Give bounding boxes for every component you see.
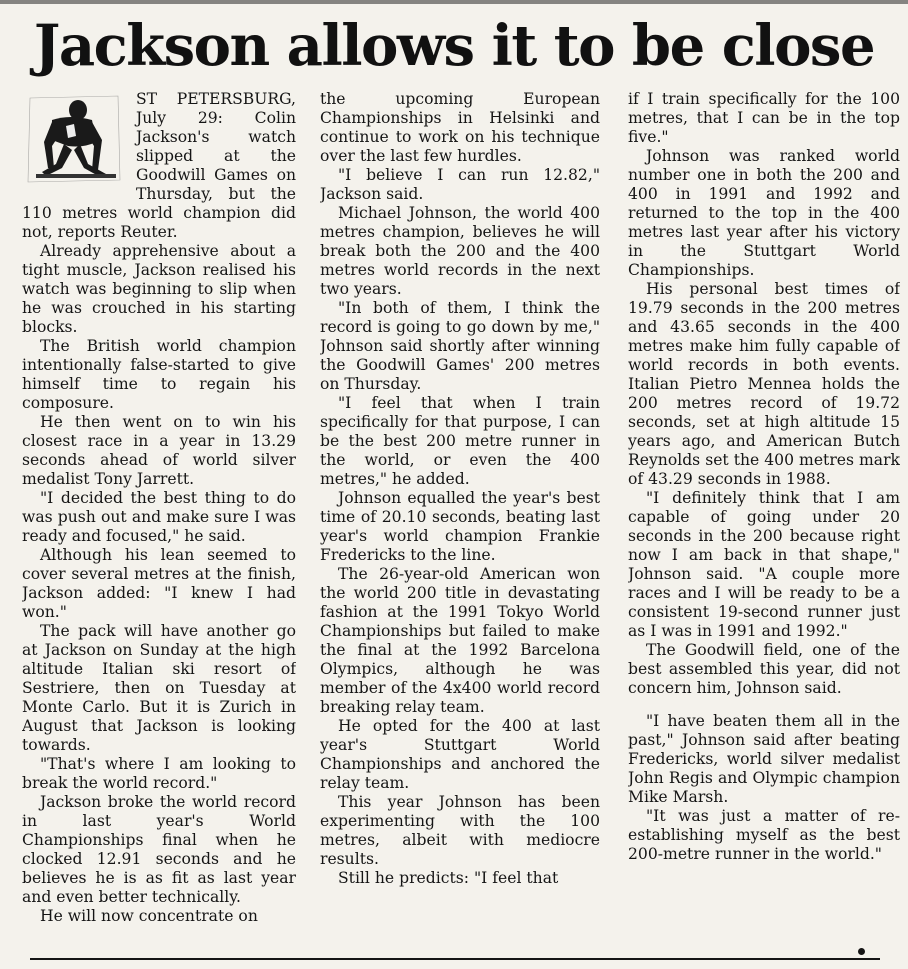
top-rule [0,0,908,4]
paragraph: The British world champion intentionally false-started to give himself time to regain his composure. [22,337,296,412]
paragraph: ST PETERSBURG, July 29: Colin Jackson's watch slipped at the Goodwill Games on Thursday, but the 110 metres world champion did not, reports Reuter. [22,90,296,241]
sprinter-silhouette-icon [22,90,126,186]
paragraph: The 26-year-old American won the world 200 title in devastating fashion at the 1991 Tokyo World Championships but failed to make the final at the 1992 Barcelona Olympics, although he was member of the 4x400 world record breaking relay team. [320,565,600,716]
paragraph: He then went on to win his closest race in a year in 13.29 seconds ahead of world silver medalist Tony Jarrett. [22,413,296,488]
paragraph: Michael Johnson, the world 400 metres champion, believes he will break both the 200 and the 400 metres world records in the next two years. [320,204,600,298]
end-mark [858,948,865,955]
paragraph: He will now concentrate on [40,907,258,925]
paragraph: "I have beaten them all in the past," Johnson said after beating Fredericks, world silver medalist John Regis and Olympic champion Mike Marsh. [628,712,900,806]
paragraph: the upcoming European Championships in Helsinki and continue to work on his technique over the last few hurdles. [320,90,600,165]
paragraph: "That's where I am looking to break the world record." [22,755,296,792]
paragraph: Johnson was ranked world number one in both the 200 and 400 in 1991 and 1992 and returned to the top in the 400 metres last year after his victory in the Stuttgart World Championships. [628,147,900,279]
paragraph: This year Johnson has been experimenting with the 100 metres, albeit with mediocre results. [320,793,600,868]
headline: Jackson allows it to be close [33,13,875,79]
paragraph: His personal best times of 19.79 seconds in the 200 metres and 43.65 seconds in the 400 metres make him fully capable of world records in both events. Italian Pietro Mennea holds the 200 metres record of 19.72 seconds, set at high altitude 15 years ago, and American Butch Reynolds set the 400 metres mark of 43.29 seconds in 1988. [628,280,900,488]
athlete-photo [22,90,126,186]
paragraph: "I definitely think that I am capable of going under 20 seconds in the 200 because right now I am back in that shape," Johnson said. "A couple more races and I will be ready to be a consistent 19-second runner just as I was in 1991 and 1992." [628,489,900,640]
column-2 [320,90,600,950]
paragraph: "I believe I can run 12.82," Jackson said. [320,166,600,203]
paragraph: Still he predicts: "I feel that [338,869,559,887]
paragraph: Although his lean seemed to cover several metres at the finish, Jackson added: "I knew I had won." [22,546,296,621]
paragraph: He opted for the 400 at last year's Stuttgart World Championships and anchored the relay team. [320,717,600,792]
column-3 [628,90,900,950]
paragraph: "In both of them, I think the record is going to go down by me," Johnson said shortly after winning the Goodwill Games' 200 metres on Thursday. [320,299,600,393]
paragraph: "I decided the best thing to do was push out and make sure I was ready and focused," he said. [22,489,296,545]
paragraph: The pack will have another go at Jackson on Sunday at the high altitude Italian ski resort of Sestriere, then on Tuesday at Monte Carlo. But it is Zurich in August that Jackson is looking towards. [22,622,296,754]
bottom-rule [30,958,880,960]
column-1 [22,90,296,950]
paragraph: Johnson equalled the year's best time of 20.10 seconds, beating last year's world champion Frankie Fredericks to the line. [320,489,600,564]
paragraph: "It was just a matter of re-establishing myself as the best 200-metre runner in the world." [628,807,900,863]
paragraph: Jackson broke the world record in last year's World Championships final when he clocked 12.91 seconds and he believes he is as fit as last year and even better technically. [22,793,296,906]
paragraph: The Goodwill field, one of the best assembled this year, did not concern him, Johnson said. [628,641,900,697]
paragraph: "I feel that when I train specifically for that purpose, I can be the best 200 metre runner in the world, or even the 400 metres," he added. [320,394,600,488]
paragraph: if I train specifically for the 100 metres, that I can be in the top five." [628,90,900,146]
paragraph: Already apprehensive about a tight muscle, Jackson realised his watch was beginning to slip when he was crouched in his starting blocks. [22,242,296,336]
